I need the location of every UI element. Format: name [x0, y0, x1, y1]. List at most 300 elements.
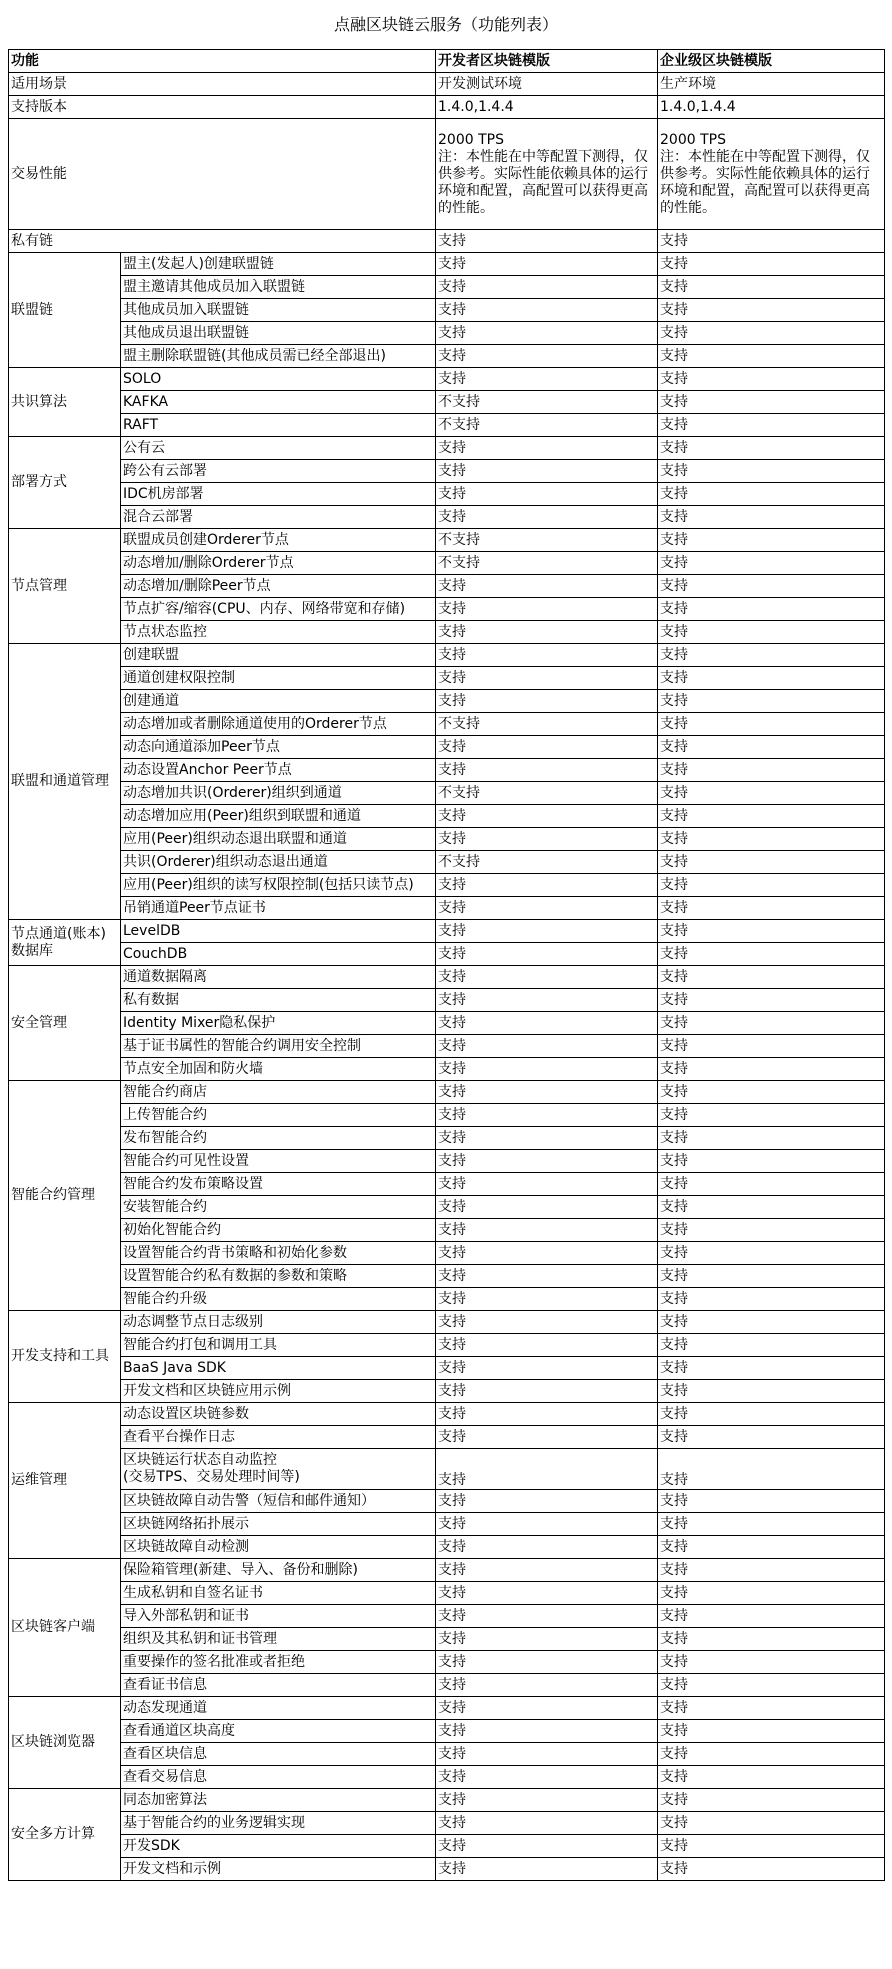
dev-cell: 支持	[436, 1311, 658, 1334]
dev-cell: 支持	[436, 230, 658, 253]
category-cell: 开发支持和工具	[9, 1311, 121, 1403]
table-row	[9, 1858, 885, 1881]
feature-name-cell	[121, 966, 436, 989]
ent-cell: 支持	[658, 598, 885, 621]
dev-cell: 支持	[436, 1380, 658, 1403]
dev-performance-note: 注：本性能在中等配置下测得，仅供参考。实际性能依赖具体的运行环境和配置，高配置可以获得更高的性能。	[438, 148, 648, 216]
feature-name-cell	[121, 920, 436, 943]
ent-cell: 支持	[658, 1035, 885, 1058]
ent-cell: 支持	[658, 391, 885, 414]
table-header-row	[9, 50, 885, 73]
feature-name: 动态向通道添加Peer节点	[123, 738, 280, 755]
dev-cell: 支持	[436, 1743, 658, 1766]
table-row	[9, 1127, 885, 1150]
ent-cell: 支持	[658, 1380, 885, 1403]
ent-cell: 支持	[658, 897, 885, 920]
ent-cell: 支持	[658, 1766, 885, 1789]
table-row	[9, 851, 885, 874]
header-ent-template: 企业级区块链模版	[658, 50, 885, 73]
feature-name: SOLO	[123, 370, 162, 387]
feature-name: 私有数据	[123, 991, 179, 1008]
dev-cell: 支持	[436, 1403, 658, 1426]
feature-table	[8, 49, 885, 1881]
table-row	[9, 736, 885, 759]
feature-name: 区块链网络拓扑展示	[123, 1515, 249, 1532]
ent-cell: 支持	[658, 1219, 885, 1242]
table-row	[9, 1449, 885, 1490]
ent-cell: 支持	[658, 299, 885, 322]
feature-name-cell	[121, 782, 436, 805]
feature-name: 初始化智能合约	[123, 1221, 221, 1238]
feature-name: Identity Mixer隐私保护	[123, 1014, 276, 1031]
feature-name: 盟主删除联盟链(其他成员需已经全部退出)	[123, 347, 386, 364]
feature-name-cell	[121, 414, 436, 437]
feature-name-cell	[121, 276, 436, 299]
table-row	[9, 230, 885, 253]
table-row	[9, 1196, 885, 1219]
feature-name: 导入外部私钥和证书	[123, 1607, 249, 1624]
ent-cell: 支持	[658, 322, 885, 345]
ent-cell: 支持	[658, 1012, 885, 1035]
dev-cell: 支持	[436, 1766, 658, 1789]
category-cell: 部署方式	[9, 437, 121, 529]
dev-cell: 支持	[436, 299, 658, 322]
feature-name-cell	[121, 1720, 436, 1743]
dev-cell: 支持	[436, 1242, 658, 1265]
category-cell: 运维管理	[9, 1403, 121, 1559]
table-row	[9, 1766, 885, 1789]
dev-cell: 支持	[436, 506, 658, 529]
table-row	[9, 368, 885, 391]
feature-name-line2: (交易TPS、交易处理时间等)	[123, 1469, 300, 1485]
feature-name-cell	[121, 644, 436, 667]
ent-cell: 支持	[658, 1196, 885, 1219]
feature-name-cell	[121, 1035, 436, 1058]
feature-name-cell	[121, 253, 436, 276]
table-row	[9, 1651, 885, 1674]
table-row	[9, 1674, 885, 1697]
table-row	[9, 96, 885, 119]
feature-name-cell	[121, 1265, 436, 1288]
feature-name-cell	[121, 1674, 436, 1697]
table-row	[9, 1403, 885, 1426]
ent-cell: 支持	[658, 736, 885, 759]
feature-name: 动态设置Anchor Peer节点	[123, 761, 292, 778]
feature-name: 区块链故障自动告警（短信和邮件通知）	[123, 1492, 375, 1509]
dev-cell: 支持	[436, 460, 658, 483]
feature-name: 发布智能合约	[123, 1129, 207, 1146]
dev-cell: 支持	[436, 644, 658, 667]
dev-cell: 支持	[436, 1720, 658, 1743]
feature-name: 创建联盟	[123, 646, 179, 663]
feature-name-cell	[121, 989, 436, 1012]
category-cell: 节点通道(账本)数据库	[9, 920, 121, 966]
table-row	[9, 782, 885, 805]
dev-cell: 支持	[436, 1334, 658, 1357]
table-row	[9, 1697, 885, 1720]
feature-name: 节点状态监控	[123, 623, 207, 640]
feature-name: 动态调整节点日志级别	[123, 1313, 263, 1330]
feature-name: 动态增加/删除Orderer节点	[123, 554, 294, 571]
feature-name: 盟主邀请其他成员加入联盟链	[123, 278, 305, 295]
dev-cell: 不支持	[436, 713, 658, 736]
feature-name: LevelDB	[123, 922, 181, 939]
table-row	[9, 713, 885, 736]
dev-cell: 支持	[436, 253, 658, 276]
feature-name-cell	[121, 1766, 436, 1789]
feature-name: IDC机房部署	[123, 485, 204, 502]
feature-name: 智能合约升级	[123, 1290, 207, 1307]
ent-cell: 支持	[658, 621, 885, 644]
ent-cell: 支持	[658, 1265, 885, 1288]
table-row	[9, 1380, 885, 1403]
feature-name: 查看通道区块高度	[123, 1722, 235, 1739]
feature-name: 开发文档和示例	[123, 1860, 221, 1877]
feature-name-cell	[121, 897, 436, 920]
feature-name-cell	[121, 1357, 436, 1380]
table-row	[9, 460, 885, 483]
table-row	[9, 1334, 885, 1357]
ent-cell: 支持	[658, 368, 885, 391]
ent-cell: 支持	[658, 345, 885, 368]
feature-name: 通道创建权限控制	[123, 669, 235, 686]
ent-cell: 支持	[658, 460, 885, 483]
feature-name-cell	[121, 1697, 436, 1720]
feature-name-cell	[121, 1196, 436, 1219]
table-row	[9, 1311, 885, 1334]
ent-cell: 支持	[658, 989, 885, 1012]
feature-name: 设置智能合约私有数据的参数和策略	[123, 1267, 347, 1284]
feature-name-cell	[121, 1605, 436, 1628]
feature-name-cell	[121, 506, 436, 529]
feature-name-cell	[121, 736, 436, 759]
dev-cell: 支持	[436, 1789, 658, 1812]
dev-cell: 支持	[436, 368, 658, 391]
feature-name: 智能合约发布策略设置	[123, 1175, 263, 1192]
feature-name: 智能合约可见性设置	[123, 1152, 249, 1169]
table-row	[9, 1035, 885, 1058]
dev-cell: 不支持	[436, 529, 658, 552]
feature-name-cell	[121, 851, 436, 874]
ent-cell: 支持	[658, 1835, 885, 1858]
table-row	[9, 1173, 885, 1196]
ent-cell: 支持	[658, 966, 885, 989]
table-row	[9, 805, 885, 828]
dev-cell: 支持	[436, 598, 658, 621]
feature-name: 查看平台操作日志	[123, 1428, 235, 1445]
feature-cell: 支持版本	[9, 96, 436, 119]
ent-performance-cell	[658, 119, 885, 230]
feature-name: 动态增加共识(Orderer)组织到通道	[123, 784, 342, 801]
ent-cell: 支持	[658, 1559, 885, 1582]
feature-name: 上传智能合约	[123, 1106, 207, 1123]
ent-cell: 支持	[658, 920, 885, 943]
ent-cell: 支持	[658, 1357, 885, 1380]
feature-name-cell	[121, 1104, 436, 1127]
table-row	[9, 966, 885, 989]
table-row	[9, 598, 885, 621]
feature-name-cell	[121, 1449, 436, 1490]
table-row	[9, 575, 885, 598]
dev-cell: 支持	[436, 1219, 658, 1242]
feature-name: 动态增加/删除Peer节点	[123, 577, 271, 594]
dev-cell: 不支持	[436, 782, 658, 805]
table-row	[9, 1789, 885, 1812]
feature-name-cell	[121, 1334, 436, 1357]
feature-name: 动态设置区块链参数	[123, 1405, 249, 1422]
ent-cell: 支持	[658, 1173, 885, 1196]
dev-cell: 支持	[436, 667, 658, 690]
feature-name-cell	[121, 1490, 436, 1513]
feature-name-cell	[121, 1173, 436, 1196]
dev-cell: 支持	[436, 1150, 658, 1173]
table-row	[9, 1559, 885, 1582]
ent-cell: 支持	[658, 414, 885, 437]
feature-name: 节点安全加固和防火墙	[123, 1060, 263, 1077]
dev-cell: 支持	[436, 575, 658, 598]
feature-name: 动态增加或者删除通道使用的Orderer节点	[123, 715, 387, 732]
table-row	[9, 506, 885, 529]
feature-name: 同态加密算法	[123, 1791, 207, 1808]
dev-cell: 支持	[436, 1559, 658, 1582]
ent-cell: 生产环境	[658, 73, 885, 96]
feature-name: 联盟成员创建Orderer节点	[123, 531, 289, 548]
ent-cell: 1.4.0,1.4.4	[658, 96, 885, 119]
feature-name-cell	[121, 1628, 436, 1651]
dev-cell: 不支持	[436, 552, 658, 575]
ent-cell: 支持	[658, 1789, 885, 1812]
ent-cell: 支持	[658, 529, 885, 552]
feature-name: 其他成员加入联盟链	[123, 301, 249, 318]
table-row	[9, 759, 885, 782]
dev-cell: 支持	[436, 1058, 658, 1081]
dev-cell: 支持	[436, 1628, 658, 1651]
dev-cell: 支持	[436, 1651, 658, 1674]
table-row	[9, 1835, 885, 1858]
table-row	[9, 322, 885, 345]
ent-cell: 支持	[658, 874, 885, 897]
ent-tps: 2000 TPS	[660, 131, 726, 148]
dev-cell: 支持	[436, 966, 658, 989]
table-row	[9, 1605, 885, 1628]
dev-cell: 不支持	[436, 851, 658, 874]
feature-name-cell	[121, 437, 436, 460]
feature-name: 基于证书属性的智能合约调用安全控制	[123, 1037, 361, 1054]
dev-cell: 支持	[436, 828, 658, 851]
feature-name-cell	[121, 943, 436, 966]
ent-cell: 支持	[658, 1605, 885, 1628]
feature-name-cell	[121, 1288, 436, 1311]
feature-name-cell	[121, 1403, 436, 1426]
dev-cell: 支持	[436, 1081, 658, 1104]
ent-cell: 支持	[658, 782, 885, 805]
table-row	[9, 299, 885, 322]
table-row	[9, 529, 885, 552]
table-row	[9, 1582, 885, 1605]
ent-cell: 支持	[658, 1858, 885, 1881]
ent-cell: 支持	[658, 1081, 885, 1104]
feature-name: 开发SDK	[123, 1837, 180, 1854]
ent-cell: 支持	[658, 552, 885, 575]
feature-name: CouchDB	[123, 945, 188, 962]
dev-cell: 支持	[436, 276, 658, 299]
feature-name-cell	[121, 1513, 436, 1536]
dev-cell: 支持	[436, 759, 658, 782]
table-row	[9, 1288, 885, 1311]
table-row	[9, 828, 885, 851]
dev-cell: 支持	[436, 920, 658, 943]
feature-name-cell	[121, 1559, 436, 1582]
feature-name: 区块链故障自动检测	[123, 1538, 249, 1555]
performance-row	[9, 119, 885, 230]
feature-name-cell	[121, 322, 436, 345]
feature-name-cell	[121, 1219, 436, 1242]
dev-cell: 支持	[436, 345, 658, 368]
dev-cell: 支持	[436, 897, 658, 920]
feature-name: 区块链运行状态自动监控	[123, 1452, 277, 1468]
ent-cell: 支持	[658, 253, 885, 276]
dev-cell: 支持	[436, 322, 658, 345]
dev-cell: 支持	[436, 1012, 658, 1035]
feature-name-cell	[121, 1789, 436, 1812]
table-row	[9, 73, 885, 96]
ent-cell: 支持	[658, 1449, 885, 1490]
dev-cell: 支持	[436, 437, 658, 460]
dev-cell: 支持	[436, 736, 658, 759]
ent-cell: 支持	[658, 1403, 885, 1426]
dev-cell: 支持	[436, 1173, 658, 1196]
ent-cell: 支持	[658, 1628, 885, 1651]
feature-name: 盟主(发起人)创建联盟链	[123, 255, 274, 272]
ent-cell: 支持	[658, 943, 885, 966]
dev-cell: 支持	[436, 1196, 658, 1219]
ent-cell: 支持	[658, 713, 885, 736]
feature-name: RAFT	[123, 416, 159, 433]
feature-name-cell	[121, 552, 436, 575]
dev-cell: 支持	[436, 989, 658, 1012]
ent-cell: 支持	[658, 667, 885, 690]
feature-name-cell	[121, 1743, 436, 1766]
feature-name-cell	[121, 1058, 436, 1081]
table-row	[9, 253, 885, 276]
dev-cell: 支持	[436, 1490, 658, 1513]
dev-cell: 支持	[436, 1513, 658, 1536]
table-row	[9, 1490, 885, 1513]
dev-cell: 支持	[436, 690, 658, 713]
table-row	[9, 920, 885, 943]
feature-name: 应用(Peer)组织的读写权限控制(包括只读节点)	[123, 876, 414, 893]
feature-cell: 私有链	[9, 230, 436, 253]
dev-cell: 支持	[436, 1127, 658, 1150]
feature-name: 智能合约商店	[123, 1083, 207, 1100]
table-row	[9, 1720, 885, 1743]
table-row	[9, 1426, 885, 1449]
table-row	[9, 276, 885, 299]
feature-name-cell	[121, 1858, 436, 1881]
feature-name: 公有云	[123, 439, 165, 456]
dev-cell: 支持	[436, 805, 658, 828]
ent-cell: 支持	[658, 276, 885, 299]
feature-name: 节点扩容/缩容(CPU、内存、网络带宽和存储)	[123, 600, 406, 617]
feature-name: 开发文档和区块链应用示例	[123, 1382, 291, 1399]
feature-name: 安装智能合约	[123, 1198, 207, 1215]
header-dev-template: 开发者区块链模版	[436, 50, 658, 73]
feature-name-cell	[121, 1835, 436, 1858]
table-row	[9, 391, 885, 414]
dev-cell: 支持	[436, 1582, 658, 1605]
category-cell: 安全管理	[9, 966, 121, 1081]
dev-cell: 支持	[436, 1858, 658, 1881]
feature-name-cell	[121, 391, 436, 414]
feature-name-cell	[121, 1380, 436, 1403]
dev-cell: 支持	[436, 1426, 658, 1449]
table-row	[9, 1219, 885, 1242]
feature-name: 其他成员退出联盟链	[123, 324, 249, 341]
category-cell: 联盟和通道管理	[9, 644, 121, 920]
category-cell: 智能合约管理	[9, 1081, 121, 1311]
feature-name-cell	[121, 598, 436, 621]
ent-cell: 支持	[658, 1127, 885, 1150]
ent-cell: 支持	[658, 1288, 885, 1311]
feature-name-cell	[121, 1426, 436, 1449]
dev-cell: 支持	[436, 1536, 658, 1559]
feature-name-cell	[121, 1150, 436, 1173]
feature-name-cell	[121, 1651, 436, 1674]
ent-cell: 支持	[658, 230, 885, 253]
table-row	[9, 437, 885, 460]
table-row	[9, 1513, 885, 1536]
dev-cell: 支持	[436, 621, 658, 644]
feature-name-cell	[121, 483, 436, 506]
ent-cell: 支持	[658, 1674, 885, 1697]
ent-cell: 支持	[658, 575, 885, 598]
dev-cell: 支持	[436, 1288, 658, 1311]
ent-cell: 支持	[658, 1150, 885, 1173]
feature-name-cell	[121, 1536, 436, 1559]
feature-name: 智能合约打包和调用工具	[123, 1336, 277, 1353]
feature-name-cell	[121, 805, 436, 828]
dev-cell: 支持	[436, 1449, 658, 1490]
feature-name-cell	[121, 874, 436, 897]
table-row	[9, 1081, 885, 1104]
feature-name-cell	[121, 828, 436, 851]
ent-cell: 支持	[658, 1242, 885, 1265]
table-row	[9, 1104, 885, 1127]
feature-name: 查看交易信息	[123, 1768, 207, 1785]
feature-name: 吊销通道Peer节点证书	[123, 899, 266, 916]
feature-name-cell	[121, 1012, 436, 1035]
ent-performance-note: 注：本性能在中等配置下测得，仅供参考。实际性能依赖具体的运行环境和配置，高配置可以获得更高的性能。	[660, 148, 870, 216]
dev-cell: 1.4.0,1.4.4	[436, 96, 658, 119]
feature-name-cell	[121, 575, 436, 598]
table-row	[9, 1628, 885, 1651]
dev-cell: 不支持	[436, 414, 658, 437]
ent-cell: 支持	[658, 1311, 885, 1334]
ent-cell: 支持	[658, 851, 885, 874]
table-row	[9, 414, 885, 437]
dev-tps: 2000 TPS	[438, 131, 504, 148]
dev-cell: 支持	[436, 1605, 658, 1628]
category-cell: 节点管理	[9, 529, 121, 644]
feature-name-cell	[121, 713, 436, 736]
feature-name: 重要操作的签名批准或者拒绝	[123, 1653, 305, 1670]
ent-cell: 支持	[658, 1104, 885, 1127]
dev-cell: 开发测试环境	[436, 73, 658, 96]
feature-name-cell	[121, 368, 436, 391]
feature-name-cell	[121, 1127, 436, 1150]
table-row	[9, 621, 885, 644]
table-row	[9, 1242, 885, 1265]
